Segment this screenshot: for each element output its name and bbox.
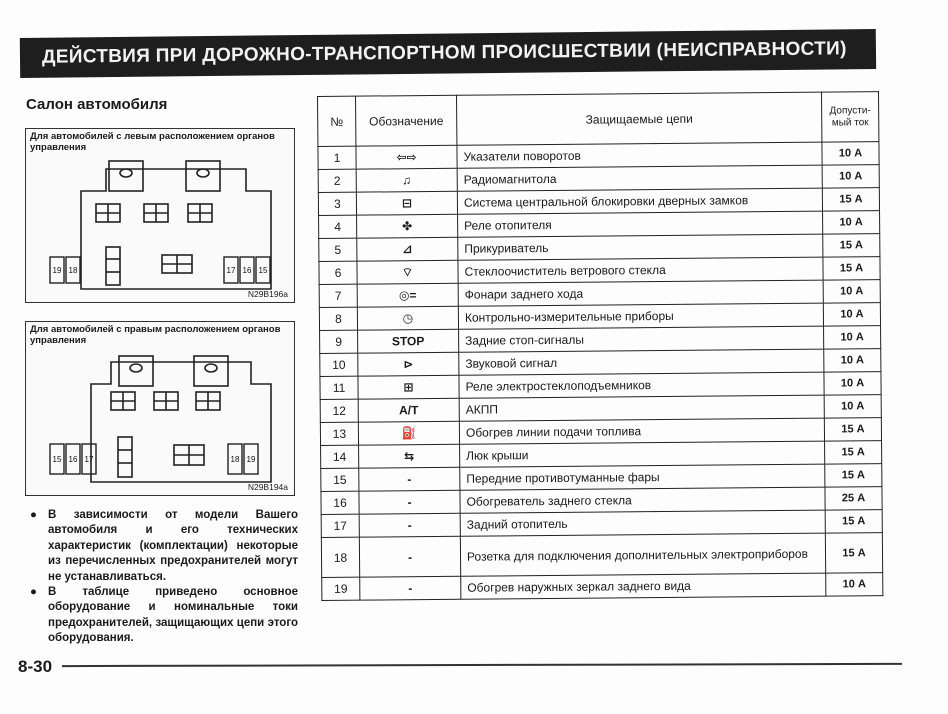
fuse-circuit: Обогрев наружных зеркал заднего вида [461,573,826,599]
note-item [26,508,298,585]
fuse-label: 16 [68,455,78,464]
fuse-symbol-icon: - [359,490,460,514]
fuse-number: 10 [320,353,358,376]
table-header-row [318,92,879,147]
fuse-symbol-icon: ⛽ [358,421,459,445]
section-title: Салон автомобиля [26,96,168,113]
fuse-label: 16 [242,266,252,275]
fuse-symbol-icon: ✤ [357,214,458,238]
fuse-label: 18 [230,455,240,464]
fuse-current: 15 А [825,510,882,533]
fuse-number: 14 [321,445,359,468]
fuse-circuit: Обогреватель заднего стекла [460,487,825,513]
fuse-number: 15 [321,468,359,491]
fuse-circuit: Обогрев линии подачи топлива [459,418,824,444]
table-row [321,533,882,578]
fuse-circuit: Люк крыши [460,441,825,467]
fuse-box-drawing [26,129,294,301]
fuse-circuit: Реле отопителя [458,211,823,237]
fuse-symbol-icon: - [360,576,461,600]
fuse-label: 15 [258,266,268,275]
fuse-number: 3 [318,192,356,215]
fuse-label: 19 [246,455,256,464]
fuse-current: 10 А [824,349,881,372]
fuse-current: 15 А [823,234,880,257]
fuse-number: 1 [318,146,356,169]
fuse-label: 18 [68,266,78,275]
fuse-current: 10 А [824,372,881,395]
fuse-label: 17 [226,266,236,275]
header-circuits: Защищаемые цепи [456,92,821,145]
diagram-code: N29B196a [247,289,288,299]
diagram-code: N29B194a [247,482,288,492]
fuse-circuit: Розетка для подключения дополнительных электроприборов [460,533,825,576]
fuse-current: 15 А [825,441,882,464]
fuse-circuit: Передние противотуманные фары [460,464,825,490]
fuse-symbol-icon: STOP [358,329,459,353]
fuse-symbol-icon: ⇦⇨ [356,145,457,169]
chapter-banner: ДЕЙСТВИЯ ПРИ ДОРОЖНО-ТРАНСПОРТНОМ ПРОИСШЕСТВИИ (НЕИСПРАВНОСТИ) [20,29,876,78]
fuse-current: 10 А [824,326,881,349]
fuse-number: 6 [319,261,357,284]
fuse-current: 10 А [823,280,880,303]
table-row [322,573,883,601]
fuse-symbol-icon: ⊟ [356,191,457,215]
fuse-number: 11 [320,376,358,399]
fuse-current: 15 А [823,257,880,280]
fuse-symbol-icon: ◷ [357,306,458,330]
fuse-current: 15 А [822,188,879,211]
fuse-label: 17 [84,455,94,464]
fuse-number: 9 [320,330,358,353]
fuse-diagram-left-hand [25,128,295,303]
fuse-current: 15 А [825,464,882,487]
diagram-caption: Для автомобилей с левым расположением органов управления [30,131,275,153]
fuse-symbol-icon: - [359,467,460,491]
fuse-symbol-icon: ♫ [356,168,457,192]
fuse-circuit: Радиомагнитола [457,165,822,191]
note-item [26,585,298,647]
fuse-current: 15 А [825,533,882,573]
fuse-circuit: Звуковой сигнал [459,349,824,375]
fuse-table [317,91,883,601]
fuse-number: 7 [319,284,357,307]
fuse-symbol-icon: - [359,536,460,577]
fuse-symbol-icon: ⊳ [358,352,459,376]
fuse-number: 19 [322,577,360,600]
fuse-circuit: Задние стоп-сигналы [459,326,824,352]
note-text: В таблице приведено основное оборудование и номинальные токи предохранителей, защищающих цепи этого оборудования. [48,586,298,645]
fuse-circuit: Реле электростеклоподъемников [459,372,824,398]
fuse-circuit: Система центральной блокировки дверных замков [457,188,822,214]
fuse-symbol-icon: ⊞ [358,375,459,399]
fuse-current: 10 А [826,573,883,596]
header-num: № [318,96,356,146]
fuse-circuit: Указатели поворотов [457,142,822,168]
fuse-number: 12 [320,399,358,422]
fuse-symbol-icon: ⌔ [357,260,458,284]
fuse-diagram-right-hand [25,321,295,496]
fuse-label: 19 [52,266,62,275]
fuse-current: 15 А [824,418,881,441]
fuse-label: 15 [52,455,62,464]
fuse-symbol-icon: A/T [358,398,459,422]
fuse-number: 2 [318,169,356,192]
fuse-number: 5 [319,238,357,261]
fuse-symbol-icon: ⇆ [359,444,460,468]
table-body [318,142,883,601]
fuse-circuit: Прикуриватель [458,234,823,260]
fuse-number: 16 [321,491,359,514]
fuse-current: 10 А [823,303,880,326]
fuse-symbol-icon: ◎= [357,283,458,307]
fuse-number: 18 [321,537,359,577]
fuse-number: 8 [319,307,357,330]
fuse-number: 17 [321,514,359,537]
fuse-current: 25 А [825,487,882,510]
fuse-current: 10 А [822,165,879,188]
bullet-icon: ● [30,509,37,521]
bullet-icon: ● [30,586,37,599]
fuse-circuit: Стеклоочиститель ветрового стекла [458,257,823,283]
fuse-current: 10 А [824,395,881,418]
fuse-circuit: Задний отопитель [460,510,825,536]
fuse-circuit: АКПП [459,395,824,421]
fuse-circuit: Контрольно-измерительные приборы [458,303,823,329]
page-rule-divider [62,663,902,667]
header-current: Допусти-мый ток [821,92,878,142]
diagram-caption: Для автомобилей с правым расположением органов управления [30,324,281,346]
note-text: В зависимости от модели Вашего автомобиля и его технических характеристик (комплектации) некоторые из перечисленных предохранителей могут не устанавливаться. [48,509,298,583]
fuse-number: 13 [320,422,358,445]
fuse-current: 10 А [823,211,880,234]
fuse-circuit: Фонари заднего хода [458,280,823,306]
fuse-symbol-icon: ⊿ [357,237,458,261]
fuse-box-drawing [26,322,294,494]
header-symbol: Обозначение [356,95,457,146]
notes-list [26,508,298,647]
fuse-symbol-icon: - [359,513,460,537]
page-number: 8-30 [18,657,53,676]
fuse-current: 10 А [822,142,879,165]
fuse-number: 4 [319,215,357,238]
